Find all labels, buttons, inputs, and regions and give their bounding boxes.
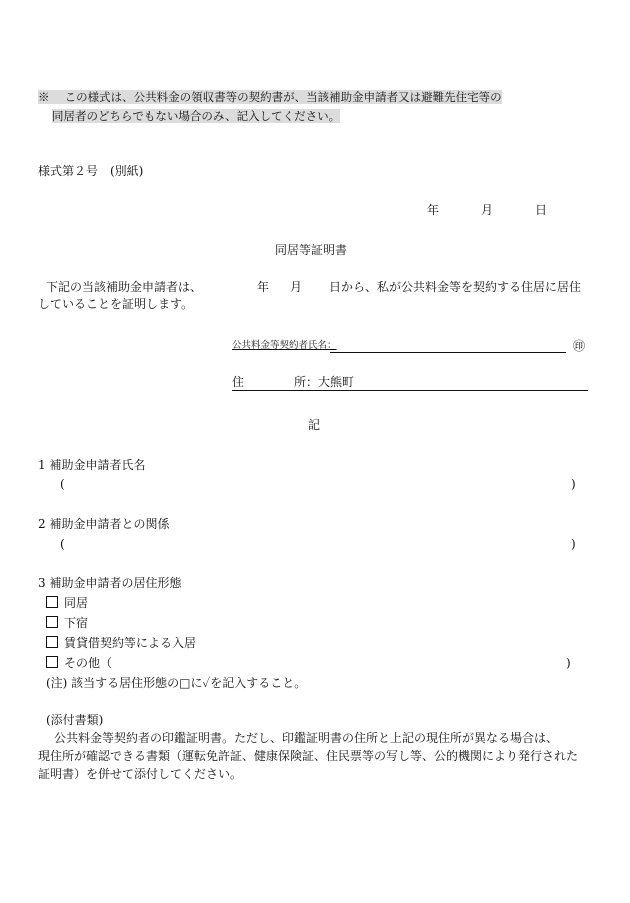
section-1-close-paren: ) bbox=[571, 477, 576, 491]
attachments-heading: (添付書類) bbox=[46, 713, 104, 727]
seal-mark: ㊞ bbox=[573, 339, 586, 353]
checkbox-icon[interactable] bbox=[46, 596, 58, 608]
checkbox-icon[interactable] bbox=[46, 636, 58, 648]
residence-note: (注) 該当する居住形態の□に✓を記入すること。 bbox=[46, 676, 307, 690]
contractor-name-label: 公共料金等契約者氏名： bbox=[232, 340, 337, 351]
note-line-1: この様式は、公共料金の領収書等の契約書が、当該補助金申請者又は避難先住宅等の bbox=[64, 90, 502, 104]
section-3-title: 3 補助金申請者の居住形態 bbox=[38, 576, 182, 590]
address-line[interactable] bbox=[232, 390, 588, 391]
section-1-title: 1 補助金申請者氏名 bbox=[38, 458, 146, 472]
option-lodging[interactable]: 下宿 bbox=[46, 616, 88, 630]
option-lease[interactable]: 賃貸借契約等による入居 bbox=[46, 636, 196, 650]
intro-line-2: していることを証明します。 bbox=[38, 297, 194, 311]
attachments-line-2: 現住所が確認できる書類（運転免許証、健康保険証、住民票等の写し等、公的機関により発行された bbox=[38, 749, 579, 763]
address-label: 所：大熊町 bbox=[294, 375, 355, 389]
address-label-char: 住 bbox=[232, 375, 245, 389]
date-day-label: 日 bbox=[535, 203, 548, 217]
option-other-close-paren: ) bbox=[566, 656, 571, 670]
date-year-label: 年 bbox=[427, 203, 440, 217]
note-line-2: 同居者のどちらでもない場合のみ、記入してください。 bbox=[52, 109, 341, 123]
date-month-label: 月 bbox=[481, 203, 494, 217]
option-cohabit[interactable]: 同居 bbox=[46, 596, 88, 610]
checkbox-icon[interactable] bbox=[46, 616, 58, 628]
intro-year-label: 年 bbox=[257, 280, 270, 294]
section-2-title: 2 補助金申請者との関係 bbox=[38, 517, 170, 531]
option-other[interactable]: その他（ bbox=[46, 656, 112, 670]
ki-heading: 記 bbox=[308, 418, 321, 432]
note-mark: ※ bbox=[38, 90, 50, 104]
section-2-close-paren: ) bbox=[571, 537, 576, 551]
section-2-open-paren: ( bbox=[60, 537, 65, 551]
instruction-note bbox=[38, 88, 502, 126]
intro-text-start: 下記の当該補助金申請者は、 bbox=[46, 280, 203, 294]
attachments-line-1: 公共料金等契約者の印鑑証明書。ただし、印鑑証明書の住所と上記の現住所が異なる場合は、 bbox=[54, 731, 559, 745]
attachments-line-3: 証明書）を併せて添付してください。 bbox=[38, 767, 243, 781]
form-number: 様式第２号 (別紙) bbox=[38, 164, 144, 178]
intro-month-label: 月 bbox=[290, 280, 303, 294]
contractor-name-line[interactable] bbox=[330, 352, 566, 353]
intro-text-end: 日から、私が公共料金等を契約する住居に居住 bbox=[329, 280, 582, 294]
checkbox-icon[interactable] bbox=[46, 656, 58, 668]
document-title: 同居等証明書 bbox=[275, 243, 348, 257]
section-1-open-paren: ( bbox=[60, 477, 65, 491]
